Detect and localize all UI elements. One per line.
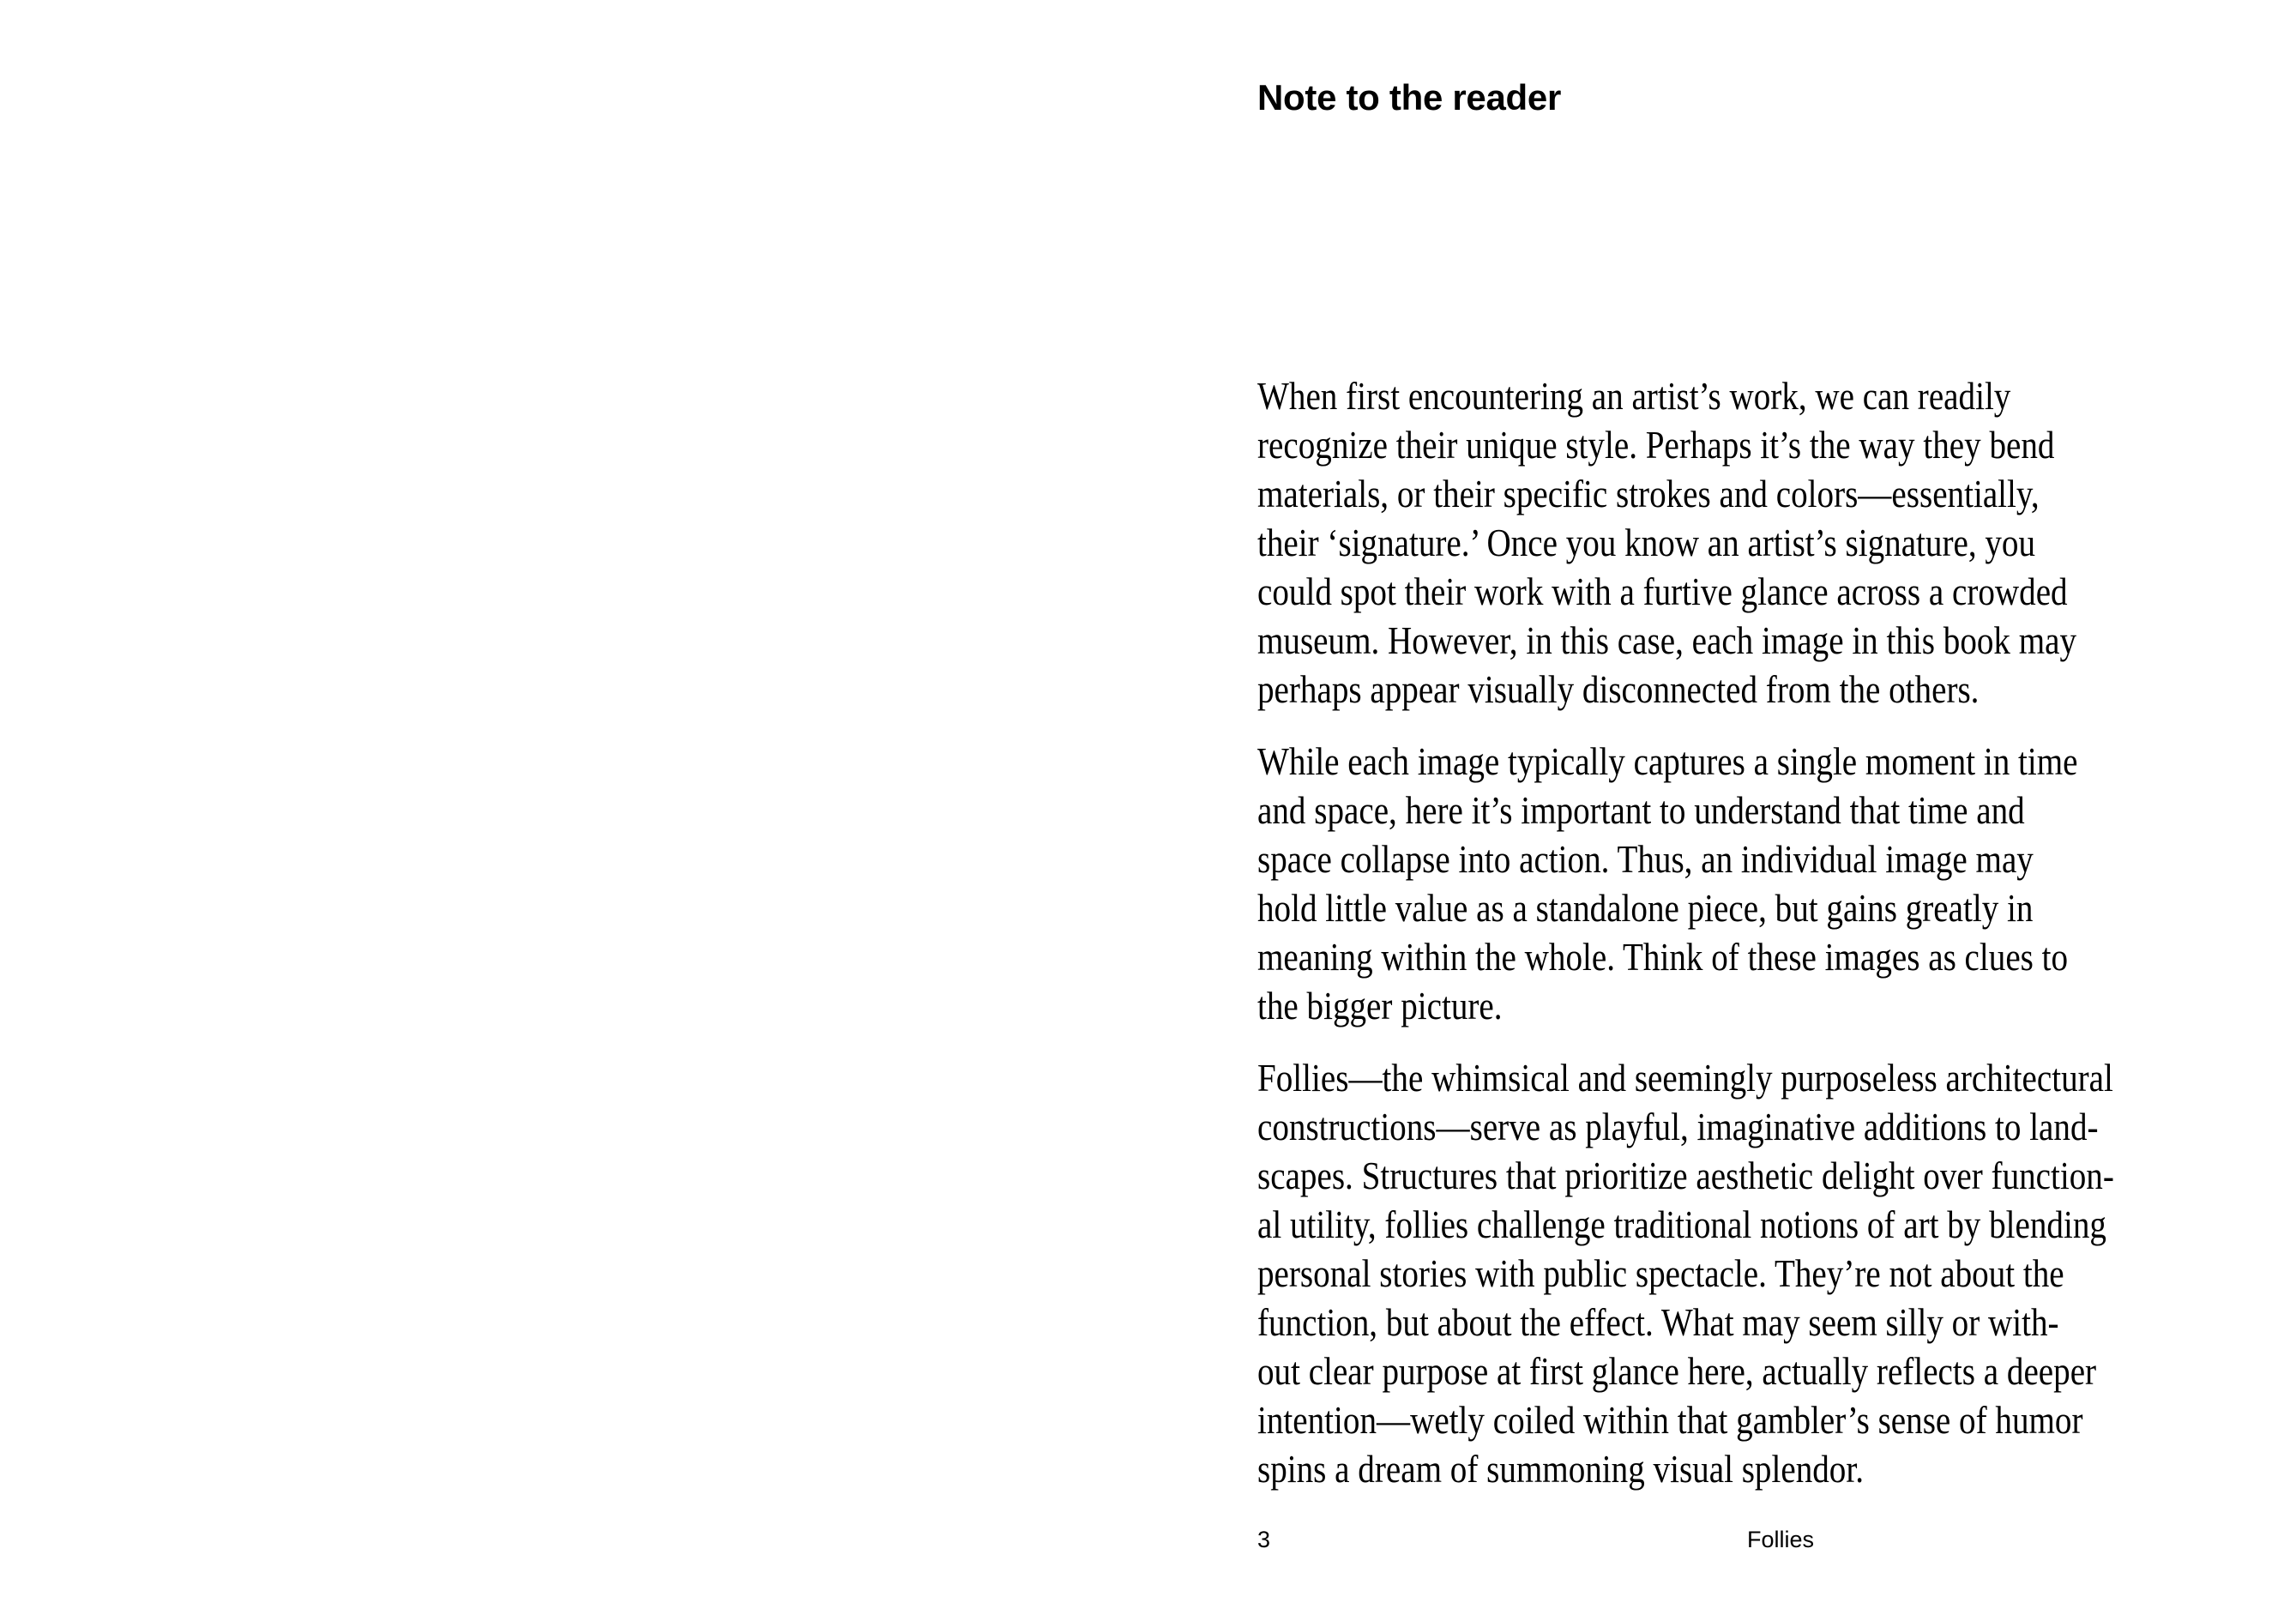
body-text [1257, 371, 2293, 1493]
paragraph: When first encountering an artist’s work, we can readily recognize their unique style. Perhaps it’s the way they bend materials, or their specific strokes and colors—essentially, their ‘signature.’ Once you know an artist’s signature, you could spot their work with a furtive glance across a crowded museum. However, in this case, each image in this book may perhaps appear visually disconnected from the others. [1257, 374, 2077, 711]
footer-page-number: 3 [1257, 1527, 1271, 1552]
footer-book-title: Follies [1747, 1527, 1815, 1552]
paragraph: Follies—the whimsical and seemingly purposeless architectural constructions—serve as playful, imaginative additions to land- scapes. Structures that prioritize aesthetic delight over function- al utility, follies challenge traditional notions of art by blending personal stories with public spectacle. They’re not about the function, but about the effect. What may seem silly or with- out clear purpose at first glance here, actually reflects a deeper intention—wetly coiled within that gambler’s sense of humor spins a dream of summoning visual splendor. [1257, 1056, 2114, 1491]
paragraph: While each image typically captures a single moment in time and space, here it’s important to understand that time and space collapse into action. Thus, an individual image may hold little value as a standalone piece, but gains greatly in meaning within the whole. Think of these images as clues to the bigger picture. [1257, 739, 2078, 1027]
page-title: Note to the reader [1257, 77, 1561, 118]
